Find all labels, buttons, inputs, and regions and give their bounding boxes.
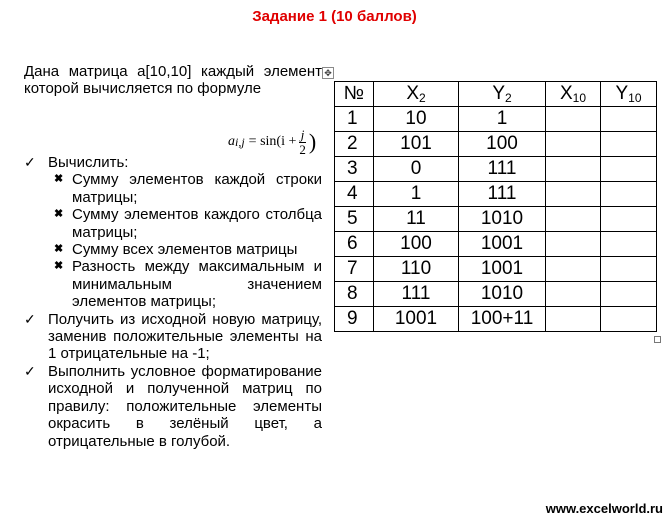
table-cell[interactable] <box>546 282 601 307</box>
table-cell[interactable] <box>601 282 657 307</box>
subtask-item <box>24 206 322 241</box>
subtask-item <box>24 258 322 310</box>
table-cell[interactable] <box>546 132 601 157</box>
header-x10 <box>546 82 601 107</box>
table-cell[interactable] <box>601 182 657 207</box>
task-item <box>24 363 322 450</box>
x-bullet-icon: ✖ <box>54 173 64 186</box>
checkmark-icon: ✓ <box>24 362 36 379</box>
table-cell: 10 <box>374 107 459 132</box>
table-cell: 2 <box>335 132 374 157</box>
table-cell[interactable] <box>601 232 657 257</box>
table-row <box>335 282 657 307</box>
formula-num: j <box>300 126 305 142</box>
table-cell: 100+11 <box>459 307 546 332</box>
table-cell: 3 <box>335 157 374 182</box>
x-bullet-icon: ✖ <box>54 208 64 221</box>
number-table <box>334 81 657 332</box>
text-span: Y <box>615 83 629 104</box>
formula-lhs-sub: i,j <box>235 134 245 149</box>
text-span: Получить из исходной новую матрицу, заменив положительные элементы на 1 отрицательные на -1; <box>48 310 322 363</box>
text-span: Сумму элементов каждого столбца матрицы; <box>72 206 322 241</box>
assignment-title: Задание 1 (10 баллов) <box>252 8 417 25</box>
text-span: Сумму всех элементов матрицы <box>72 241 298 259</box>
table-cell[interactable] <box>546 157 601 182</box>
table-cell[interactable] <box>601 257 657 282</box>
table-row <box>335 132 657 157</box>
text-span: Вычислить: <box>48 154 129 171</box>
header-y2 <box>459 82 546 107</box>
x-bullet-icon: ✖ <box>54 260 64 273</box>
subtask-item <box>24 171 322 206</box>
text-span: 10 <box>628 91 642 105</box>
table-cell: 0 <box>374 157 459 182</box>
text-span: № <box>343 83 365 104</box>
table-cell: 4 <box>335 182 374 207</box>
table-cell: 7 <box>335 257 374 282</box>
intro-text: Дана матрица а[10,10] каждый элемент которой вычисляется по формуле <box>24 63 322 98</box>
text-span: 10 <box>572 91 587 105</box>
table-row <box>335 232 657 257</box>
table-cell: 8 <box>335 282 374 307</box>
table-cell[interactable] <box>546 182 601 207</box>
text-span: Сумму элементов каждой строки матрицы; <box>72 171 322 206</box>
text-span: 2 <box>505 91 512 105</box>
table-cell: 1 <box>459 107 546 132</box>
table-cell[interactable] <box>601 132 657 157</box>
table-cell: 111 <box>459 157 546 182</box>
table-row <box>335 107 657 132</box>
table-move-handle-icon[interactable]: ✥ <box>322 67 334 79</box>
subtask-item <box>24 241 322 258</box>
header-y10 <box>601 82 657 107</box>
table-cell: 111 <box>459 182 546 207</box>
table-row <box>335 182 657 207</box>
table-cell: 11 <box>374 207 459 232</box>
table-cell[interactable] <box>546 207 601 232</box>
table-cell: 1 <box>374 182 459 207</box>
table-cell: 1001 <box>459 232 546 257</box>
table-cell[interactable] <box>546 307 601 332</box>
text-span: Y <box>492 83 505 104</box>
table-cell[interactable] <box>601 107 657 132</box>
table-resize-handle[interactable] <box>654 336 661 343</box>
table-cell[interactable] <box>546 257 601 282</box>
table-cell[interactable] <box>546 107 601 132</box>
table-cell: 111 <box>374 282 459 307</box>
table-cell: 1001 <box>459 257 546 282</box>
table-cell: 1 <box>335 107 374 132</box>
header-x2 <box>374 82 459 107</box>
table-row <box>335 157 657 182</box>
table-cell[interactable] <box>601 207 657 232</box>
checkmark-icon: ✓ <box>24 154 36 170</box>
formula-close: ) <box>308 129 317 154</box>
checkmark-icon: ✓ <box>24 310 36 327</box>
formula-den: 2 <box>299 141 306 157</box>
x-bullet-icon: ✖ <box>54 243 64 256</box>
formula-fraction <box>297 128 308 157</box>
task-item <box>24 311 322 363</box>
table-cell[interactable] <box>601 307 657 332</box>
table-row <box>335 307 657 332</box>
table-cell[interactable] <box>546 232 601 257</box>
table-cell: 9 <box>335 307 374 332</box>
table-cell: 101 <box>374 132 459 157</box>
text-span: Разность между максимальным и минимальным значением элементов матрицы; <box>72 258 322 311</box>
table-cell[interactable] <box>601 157 657 182</box>
table-header-row <box>335 82 657 107</box>
task-item <box>24 154 322 171</box>
header-number <box>335 82 374 107</box>
text-span: 2 <box>419 91 426 105</box>
table-cell: 1010 <box>459 282 546 307</box>
table-cell: 5 <box>335 207 374 232</box>
table-cell: 6 <box>335 232 374 257</box>
text-span: X <box>406 83 419 104</box>
watermark: www.excelworld.ru <box>545 501 663 516</box>
table-row <box>335 207 657 232</box>
text-span: X <box>559 83 573 104</box>
table-cell: 1010 <box>459 207 546 232</box>
table-row <box>335 257 657 282</box>
formula-lhs: a <box>228 134 235 149</box>
task-list <box>24 154 322 450</box>
table-cell: 100 <box>459 132 546 157</box>
formula-eq: = sin(i + <box>248 134 297 149</box>
table-cell: 110 <box>374 257 459 282</box>
table-cell: 1001 <box>374 307 459 332</box>
table-cell: 100 <box>374 232 459 257</box>
text-span: Выполнить условное форматирование исходной и полученной матриц по правилу: положительные элементы окрасить в зелёный цвет, а отрицательные в голубой. <box>48 362 322 450</box>
